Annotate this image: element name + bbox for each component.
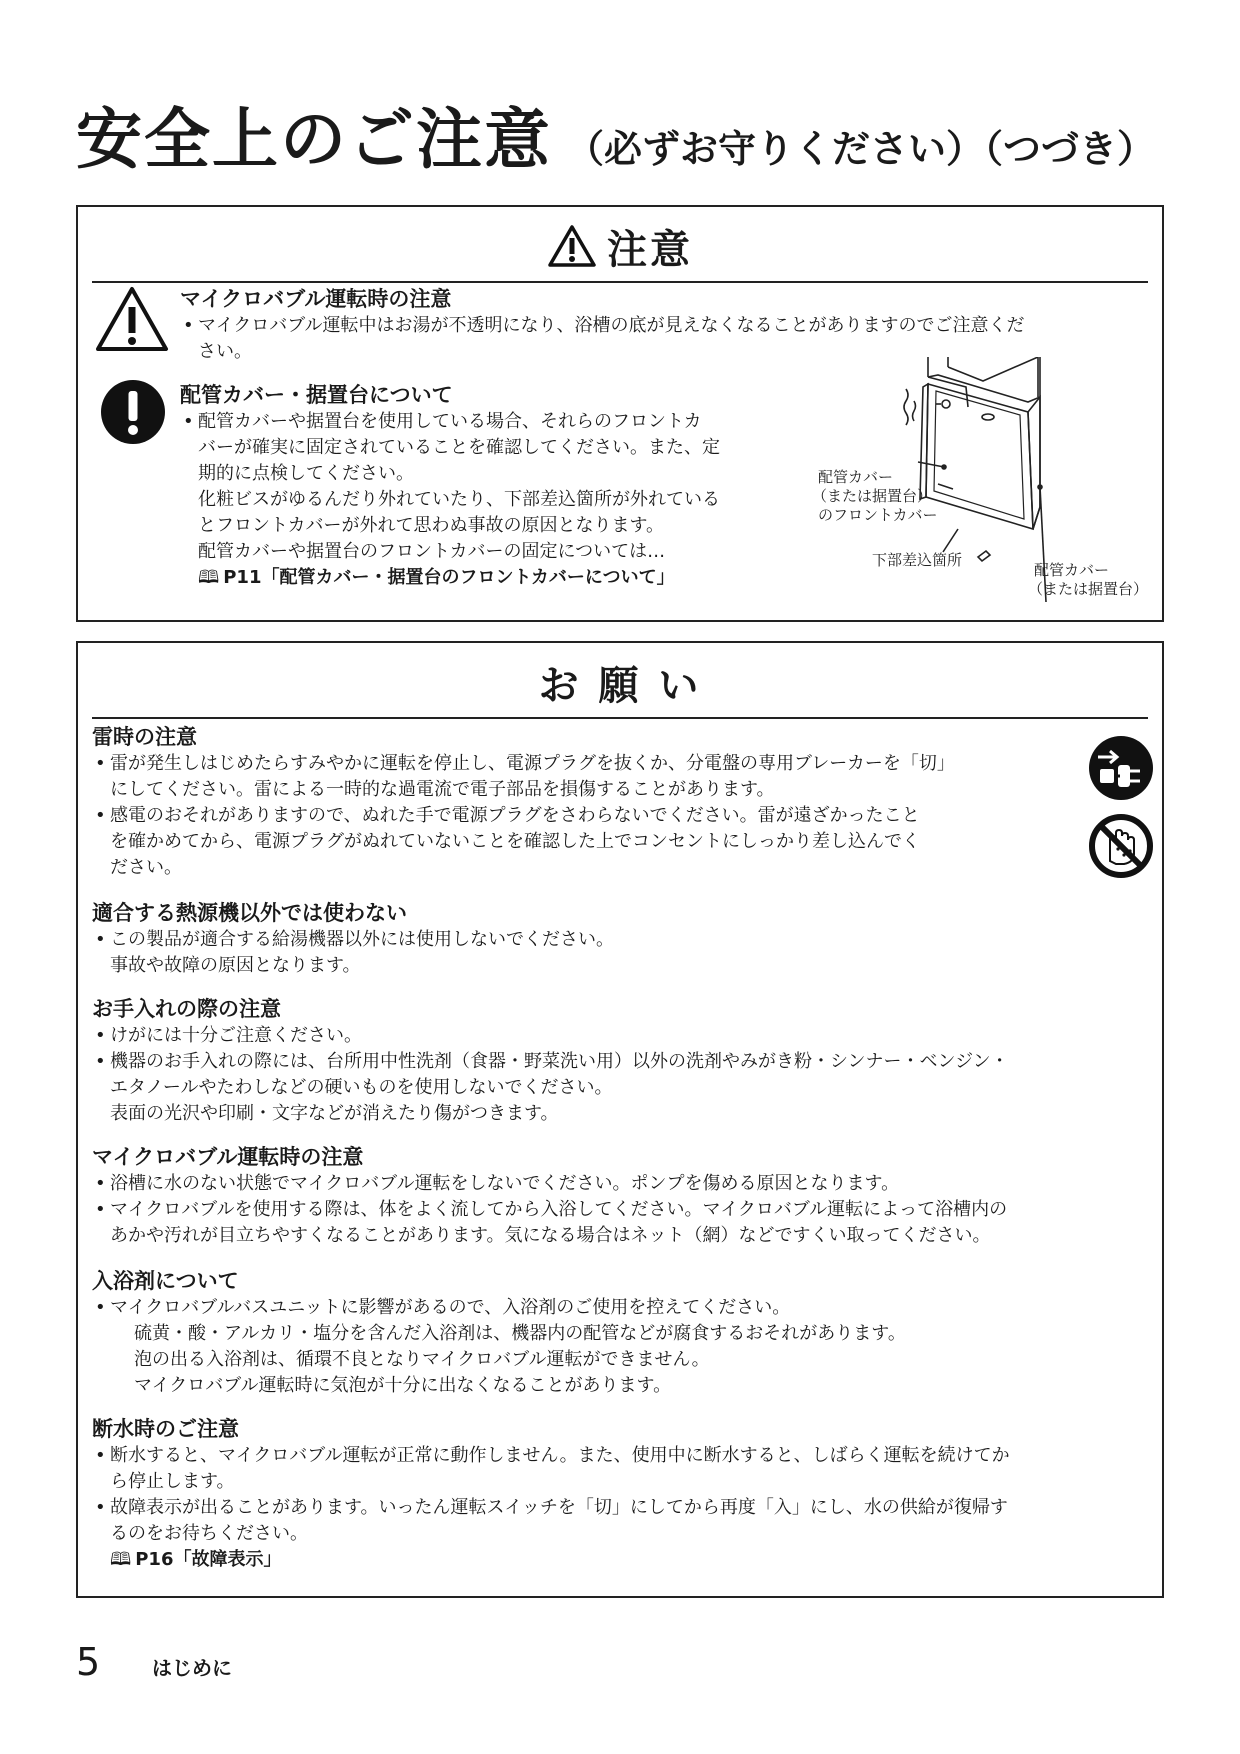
bullet-continuation: 配管カバーや据置台のフロントカバーの固定については… [198, 541, 666, 562]
bullet-text: • 断水すると、マイクロバブル運転が正常に動作しません。また、使用中に断水すると、しばらく運転を続けてか [92, 1443, 1152, 1469]
page-title [76, 86, 1176, 181]
section-title: マイクロバブル運転時の注意 [180, 287, 452, 311]
bullet-continuation: ださい。 [110, 857, 182, 878]
diagram-label-front-cover-3: のフロントカバー [818, 506, 938, 524]
bullet-continuation: 事故や故障の原因となります。 [110, 955, 361, 976]
page-reference[interactable] [180, 565, 800, 591]
book-icon: 🕮 [110, 1549, 132, 1570]
section-title: 断水時のご注意 [92, 1417, 239, 1441]
caution-section-microbubble [180, 285, 1150, 365]
bullet-text: • 配管カバーや据置台を使用している場合、それらのフロントカ [180, 409, 800, 435]
bullet-continuation: るのをお待ちください。 [110, 1523, 308, 1544]
bullet-text: • 雷が発生しはじめたらすみやかに運転を停止し、電源プラグを抜くか、分電盤の専用ブレーカーを「切」 [92, 751, 1052, 777]
caution-header [92, 211, 1148, 283]
sub-line: 泡の出る入浴剤は、循環不良となりマイクロバブル運転ができません。 [134, 1349, 710, 1370]
bullet-text: • 感電のおそれがありますので、ぬれた手で電源プラグをさわらないでください。雷が遠ざかったこと [92, 803, 1052, 829]
bullet-continuation: さい。 [198, 341, 252, 362]
page-title-main: 安全上のご注意 [76, 101, 552, 178]
page-title-sub: （必ずお守りください）（つづき） [566, 127, 1156, 171]
bullet-text: • この製品が適合する給湯機器以外には使用しないでください。 [92, 927, 1152, 953]
bullet-continuation: ら停止します。 [110, 1471, 235, 1492]
diagram-label-cover-1: 配管カバー [1034, 561, 1110, 579]
bullet-text: • 故障表示が出ることがあります。いったん運転スイッチを「切」にしてから再度「入」にし、水の供給が復帰す [92, 1495, 1152, 1521]
section-title: 雷時の注意 [92, 725, 197, 749]
bullet-text: • マイクロバブルを使用する際は、体をよく流してから入浴してください。マイクロバブル運転によって浴槽内の [92, 1197, 1152, 1223]
bullet-continuation: とフロントカバーが外れて思わぬ事故の原因となります。 [198, 515, 665, 536]
page-reference-text: P16「故障表示」 [135, 1549, 282, 1570]
bullet-text: • マイクロバブル運転中はお湯が不透明になり、浴槽の底が見えなくなることがありますのでご注意くだ [180, 313, 1150, 339]
bullet-text: • 機器のお手入れの際には、台所用中性洗剤（食器・野菜洗い用）以外の洗剤やみがき粉・シンナー・ベンジン・ [92, 1049, 1152, 1075]
bullet-continuation: エタノールやたわしなどの硬いものを使用しないでください。 [110, 1077, 613, 1098]
page-number: 5 [76, 1640, 101, 1684]
request-section-compatible-heater [92, 899, 1152, 979]
section-title: 配管カバー・据置台について [180, 383, 453, 407]
caution-section-pipe-cover [180, 381, 800, 591]
bullet-text: • マイクロバブルバスユニットに影響があるので、入浴剤のご使用を控えてください。 [92, 1295, 1152, 1321]
bullet-continuation: あかや汚れが目立ちやすくなることがあります。気になる場合はネット（網）などですくい取ってください。 [110, 1225, 991, 1246]
diagram-label-front-cover-2: （または据置台） [812, 487, 933, 505]
request-section-microbubble [92, 1143, 1152, 1249]
bullet-text: • 浴槽に水のない状態でマイクロバブル運転をしないでください。ポンプを傷める原因となります。 [92, 1171, 1152, 1197]
request-section-bath-additive [92, 1267, 1152, 1399]
bullet-continuation: にしてください。雷による一時的な過電流で電子部品を損傷することがあります。 [110, 779, 775, 800]
diagram-label-lower-slot: 下部差込箇所 [872, 551, 963, 569]
request-box [76, 641, 1164, 1598]
mandatory-exclamation-icon [100, 379, 166, 445]
diagram-label-front-cover-1: 配管カバー [818, 468, 894, 486]
request-section-water-outage [92, 1415, 1152, 1573]
bullet-continuation: を確かめてから、電源プラグがぬれていないことを確認した上でコンセントにしっかり差し込んでく [110, 831, 920, 852]
request-section-cleaning [92, 995, 1152, 1127]
section-title: 適合する熱源機以外では使わない [92, 901, 407, 925]
book-icon: 🕮 [198, 567, 220, 588]
bullet-continuation: バーが確実に固定されていることを確認してください。また、定 [198, 437, 720, 458]
warning-triangle-icon [547, 224, 597, 268]
page-reference[interactable] [92, 1547, 1152, 1573]
request-section-lightning [92, 723, 1052, 881]
caution-box [76, 205, 1164, 622]
bullet-continuation: 期的に点検してください。 [198, 463, 414, 484]
request-header [92, 647, 1148, 719]
bullet-text: • けがには十分ご注意ください。 [92, 1023, 1152, 1049]
caution-heading: 注意 [607, 226, 693, 273]
request-heading: お 願 い [538, 662, 702, 709]
section-title: マイクロバブル運転時の注意 [92, 1145, 364, 1169]
no-wet-hands-icon [1088, 813, 1154, 879]
footer-section-label: はじめに [152, 1656, 232, 1680]
caution-triangle-icon [94, 285, 170, 353]
sub-line: マイクロバブル運転時に気泡が十分に出なくなることがあります。 [134, 1375, 672, 1396]
sub-line: 硫黄・酸・アルカリ・塩分を含んだ入浴剤は、機器内の配管などが腐食するおそれがあります。 [134, 1323, 906, 1344]
section-title: お手入れの際の注意 [92, 997, 281, 1021]
bullet-continuation: 化粧ビスがゆるんだり外れていたり、下部差込箇所が外れている [198, 489, 720, 510]
page-reference-text: P11「配管カバー・据置台のフロントカバーについて」 [223, 567, 675, 588]
section-title: 入浴剤について [92, 1269, 239, 1293]
unplug-icon [1088, 735, 1154, 801]
diagram-label-cover-2: （または据置台） [1028, 580, 1149, 598]
bullet-continuation: 表面の光沢や印刷・文字などが消えたり傷がつきます。 [110, 1103, 559, 1124]
